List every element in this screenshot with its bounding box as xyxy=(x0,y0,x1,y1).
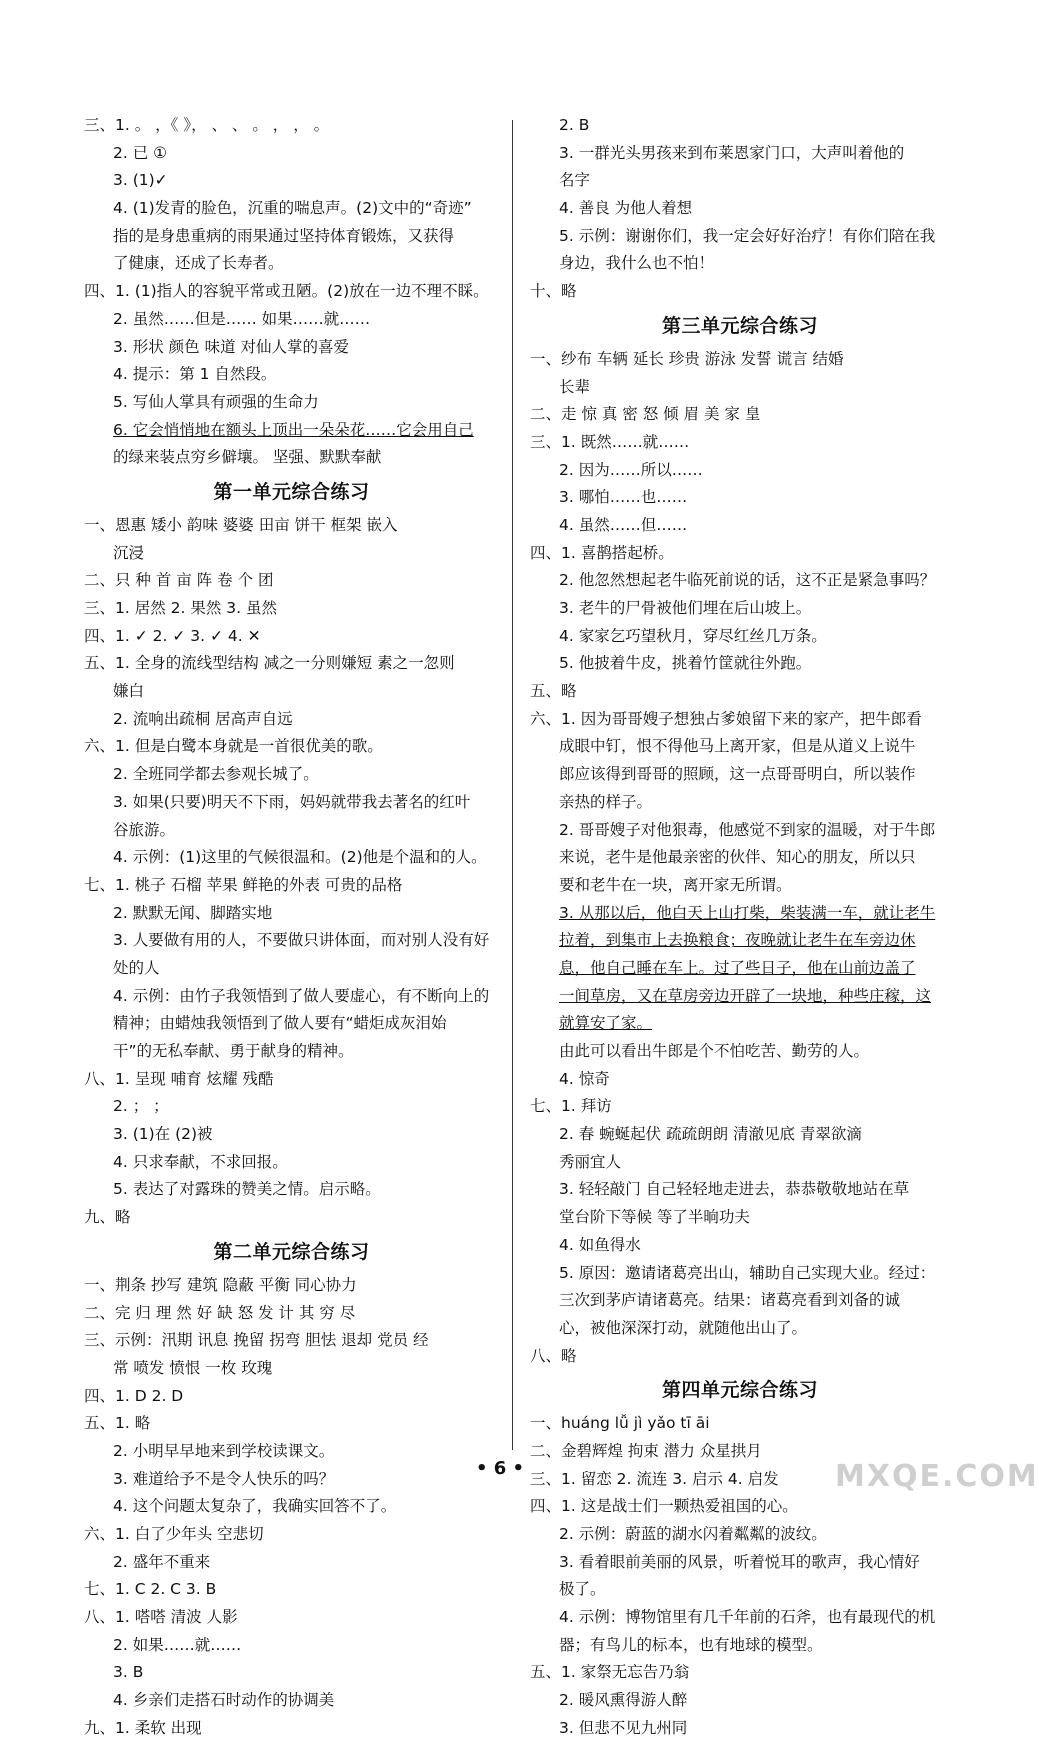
answer-line: 八、略 xyxy=(530,1346,577,1365)
answer-line: 3. (1)✓ xyxy=(113,171,168,190)
answer-line: 4. 只求奉献，不求回报。 xyxy=(113,1152,288,1171)
answer-line: 三次到茅庐请诸葛亮。结果：诸葛亮看到刘备的诚 xyxy=(559,1291,901,1310)
answer-line: 3. 一群光头男孩来到布莱恩家门口，大声叫着他的 xyxy=(559,143,905,162)
answer-line: 了健康，还成了长寿者。 xyxy=(113,254,284,273)
answer-line: 4. 善良 为他人着想 xyxy=(559,199,693,218)
answer-line: 谷旅游。 xyxy=(113,820,176,839)
answer-line: 一、恩惠 矮小 韵味 婆婆 田亩 饼干 框架 嵌入 xyxy=(84,515,398,534)
answer-line: 心，被他深深打动，就随他出山了。 xyxy=(559,1318,808,1337)
answer-line: 3. (1)在 (2)被 xyxy=(113,1125,213,1144)
answer-line xyxy=(530,955,950,983)
answer-line: 四、1. 喜鹊搭起桥。 xyxy=(530,543,674,562)
answer-line: 四、1. (1)指人的容貌平常或丑陋。(2)放在一边不理不睬。 xyxy=(84,282,489,301)
answer-line: 八、1. 呈现 哺育 炫耀 残酷 xyxy=(84,1069,274,1088)
underlined-answer: 一间草房，又在草房旁边开辟了一块地，种些庄稼，这 xyxy=(559,986,932,1005)
answer-line: 三、1. 留恋 2. 流连 3. 启示 4. 启发 xyxy=(530,1469,779,1488)
answer-line: 要和老牛在一块，离开家无所谓。 xyxy=(559,875,792,894)
section-title: 第一单元综合练习 xyxy=(213,480,370,503)
answer-line: 五、略 xyxy=(530,682,577,701)
answer-line: 五、1. 略 xyxy=(84,1414,151,1433)
answer-line: 九、略 xyxy=(84,1208,131,1227)
answer-line: 干”的无私奉献、勇于献身的精神。 xyxy=(113,1042,354,1060)
answer-line: 2. 暖风熏得游人醉 xyxy=(559,1691,688,1710)
answer-line: 3. 如果(只要)明天不下雨，妈妈就带我去著名的红叶 xyxy=(113,792,471,811)
answer-line: 4. 虽然……但…… xyxy=(559,515,688,534)
answer-line: 常 喷发 愤恨 一枚 玫瑰 xyxy=(113,1358,273,1377)
answer-line: 2. 他忽然想起老牛临死前说的话，这不正是紧急事吗？ xyxy=(559,571,936,590)
answer-line: 3. 轻轻敲门 自己轻轻地走进去，恭恭敬敬地站在草 xyxy=(559,1180,910,1199)
answer-line: 4. 家家乞巧望秋月，穿尽红丝几万条。 xyxy=(559,626,827,645)
answer-line: 的绿来装点穷乡僻壤。 坚强、默默奉献 xyxy=(113,448,382,467)
answer-line: 六、1. 白了少年头 空悲切 xyxy=(84,1525,264,1543)
watermark-logo xyxy=(835,1459,1039,1514)
answer-line: 五、1. 家祭无忘告乃翁 xyxy=(530,1663,690,1682)
answer-line: 4. 示例：(1)这里的气候很温和。(2)他是个温和的人。 xyxy=(113,848,487,867)
answer-line: 4. 示例：由竹子我领悟到了做人要虚心，有不断向上的 xyxy=(113,986,490,1005)
answer-line: 2. 默默无闻、脚踏实地 xyxy=(113,903,273,922)
answer-line: 精神；由蜡烛我领悟到了做人要有“蜡炬成灰泪始 xyxy=(113,1014,447,1033)
answer-line: 秀丽宜人 xyxy=(559,1152,622,1171)
answer-line: 2. 流响出疏桐 居高声自远 xyxy=(113,709,293,728)
answer-line: 3. 形状 颜色 味道 对仙人掌的喜爱 xyxy=(113,337,349,356)
answer-line: 七、1. 桃子 石榴 苹果 鲜艳的外表 可贵的品格 xyxy=(84,875,403,894)
answer-line: 2. 已 ① xyxy=(113,143,168,162)
answer-line: 三、1. 既然……就…… xyxy=(530,432,690,451)
answer-line: 4. 如鱼得水 xyxy=(559,1235,641,1254)
answer-line: 极了。 xyxy=(559,1580,606,1599)
answer-line: 2. 如果……就…… xyxy=(113,1635,242,1654)
answer-line: 3. 人要做有用的人，不要做只讲体面，而对别人没有好 xyxy=(113,931,490,950)
answer-line: 5. 他披着牛皮，挑着竹筐就往外跑。 xyxy=(559,654,812,673)
answer-line: 堂台阶下等候 等了半晌功夫 xyxy=(559,1208,750,1227)
answer-line: 二、走 惊 真 密 怒 倾 眉 美 家 皇 xyxy=(530,405,761,424)
answer-line xyxy=(530,900,950,928)
answer-line: 3. 老牛的尸骨被他们埋在后山坡上。 xyxy=(559,599,812,617)
answer-line: 2. ； ； xyxy=(113,1097,169,1116)
answer-line xyxy=(530,927,950,955)
answer-line xyxy=(530,983,950,1011)
answer-line: 4. 乡亲们走搭石时动作的协调美 xyxy=(113,1691,335,1710)
answer-line: 2. 虽然……但是…… 如果……就…… xyxy=(113,309,371,328)
answer-line: 四、1. 这是战士们一颗热爱祖国的心。 xyxy=(530,1497,798,1516)
answer-line: 4. 提示：第 1 自然段。 xyxy=(113,365,277,384)
answer-line: 5. 示例：谢谢你们，我一定会好好治疗！有你们陪在我 xyxy=(559,226,936,245)
answer-line: 3. 难道给予不是令人快乐的吗？ xyxy=(113,1469,335,1488)
answer-line: 五、1. 全身的流线型结构 减之一分则嫌短 素之一忽则 xyxy=(84,654,455,673)
answer-line: 七、1. C 2. C 3. B xyxy=(84,1580,217,1599)
underlined-answer: 息，他自己睡在车上。过了些日子，他在山前边盖了 xyxy=(559,958,916,977)
underlined-answer: 3. 从那以后，他白天上山打柴，柴装满一车，就让老牛 xyxy=(559,903,936,922)
answer-line: 二、只 种 首 亩 阵 卷 个 团 xyxy=(84,571,274,590)
answer-line: 2. 小明早早地来到学校读课文。 xyxy=(113,1441,335,1460)
answer-line: 一、纱布 车辆 延长 珍贵 游泳 发誓 谎言 结婚 xyxy=(530,349,844,368)
answer-line: 六、1. 但是白鹭本身就是一首很优美的歌。 xyxy=(84,737,383,756)
answer-line: 一、荆条 抄写 建筑 隐蔽 平衡 同心协力 xyxy=(84,1275,357,1294)
watermark-text: MXQE.COM xyxy=(835,1459,1039,1494)
answer-line: 处的人 xyxy=(113,958,160,977)
answer-line: 沉浸 xyxy=(113,543,145,562)
underlined-answer: 6. 它会悄悄地在额头上顶出一朵朵花……它会用自己 xyxy=(113,420,474,439)
answer-line: 九、1. 柔软 出现 xyxy=(84,1718,202,1737)
answer-line: 2. B xyxy=(559,116,590,134)
answer-line: 郎应该得到哥哥的照顾，这一点哥哥明白，所以装作 xyxy=(559,765,916,784)
answer-line xyxy=(530,1010,950,1038)
answer-line: 长辈 xyxy=(559,377,591,396)
answer-line: 八、1. 嗒嗒 清波 人影 xyxy=(84,1608,238,1627)
answer-line: 来说，老牛是他最亲密的伙伴、知心的朋友，所以只 xyxy=(559,848,916,867)
answer-line: 六、1. 因为哥哥嫂子想独占爹娘留下来的家产，把牛郎看 xyxy=(530,709,922,728)
answer-line: 七、1. 拜访 xyxy=(530,1097,612,1116)
answer-line: 成眼中钉，恨不得他马上离开家，但是从道义上说牛 xyxy=(559,737,916,756)
answer-line: 二、完 归 理 然 好 缺 怒 发 计 其 穷 尽 xyxy=(84,1303,356,1322)
answer-line: 5. 表达了对露珠的赞美之情。启示略。 xyxy=(113,1180,381,1199)
answer-line: 四、1. D 2. D xyxy=(84,1386,184,1405)
answer-line: 2. 因为……所以…… xyxy=(559,460,703,479)
answer-line: 器；有鸟儿的标本，也有地球的模型。 xyxy=(559,1635,823,1654)
answer-line: 三、1. 居然 2. 果然 3. 虽然 xyxy=(84,599,278,617)
answer-line: 4. 这个问题太复杂了，我确实回答不了。 xyxy=(113,1497,397,1516)
answer-line: 一、huáng lǚ jì yǎo tī āi xyxy=(530,1414,710,1433)
answer-line: 三、示例：汛期 讯息 挽留 拐弯 胆怯 退却 党员 经 xyxy=(84,1331,429,1350)
answer-line xyxy=(84,417,499,445)
answer-line: 3. 但悲不见九州同 xyxy=(559,1718,688,1737)
answer-line: 2. 盛年不重来 xyxy=(113,1552,211,1571)
answer-line: 身边，我什么也不怕！ xyxy=(559,254,715,273)
answer-line: 4. (1)发青的脸色，沉重的喘息声。(2)文中的“奇迹” xyxy=(113,199,472,218)
answer-line: 4. 惊奇 xyxy=(559,1069,610,1088)
section-title: 第二单元综合练习 xyxy=(213,1240,370,1263)
answer-line: 2. 示例：蔚蓝的湖水闪着粼粼的波纹。 xyxy=(559,1525,827,1543)
answer-line: 指的是身患重病的雨果通过坚持体育锻炼，又获得 xyxy=(113,226,455,245)
column-divider xyxy=(512,120,513,1450)
answer-line: 亲热的样子。 xyxy=(559,792,653,811)
answer-line: 5. 写仙人掌具有顽强的生命力 xyxy=(113,392,319,411)
answer-line: 三、1. 。 ，《 》， 、 、 。 ， ， 。 xyxy=(84,116,330,134)
answer-line: 四、1. ✓ 2. ✓ 3. ✓ 4. ✕ xyxy=(84,626,261,645)
section-title: 第四单元综合练习 xyxy=(661,1379,818,1402)
answer-line: 嫌白 xyxy=(113,682,145,701)
answer-line: 4. 示例：博物馆里有几千年前的石斧，也有最现代的机 xyxy=(559,1608,936,1627)
underlined-answer: 就算安了家。 xyxy=(559,1014,653,1033)
section-title: 第三单元综合练习 xyxy=(661,314,818,337)
left-column xyxy=(84,112,499,1743)
page-number: • 6 • xyxy=(475,1458,525,1479)
answer-line: 3. B xyxy=(113,1663,144,1682)
answer-line: 二、金碧辉煌 拘束 潜力 众星拱月 xyxy=(530,1441,762,1460)
answer-line: 2. 春 蜿蜒起伏 疏疏朗朗 清澈见底 青翠欲滴 xyxy=(559,1125,862,1144)
answer-line: 十、略 xyxy=(530,282,577,301)
answer-line: 3. 看着眼前美丽的风景，听着悦耳的歌声，我心情好 xyxy=(559,1552,920,1571)
answer-line: 3. 哪怕……也…… xyxy=(559,488,688,507)
answer-line: 2. 全班同学都去参观长城了。 xyxy=(113,765,319,784)
answer-line: 2. 哥哥嫂子对他狠毒，他感觉不到家的温暖，对于牛郎 xyxy=(559,820,936,839)
answer-line: 名字 xyxy=(559,171,591,190)
answer-line: 5. 原因：邀请诸葛亮出山，辅助自己实现大业。经过： xyxy=(559,1263,936,1282)
underlined-answer: 拉着，到集市上去换粮食；夜晚就让老牛在车旁边休 xyxy=(559,931,916,950)
answer-line: 由此可以看出牛郎是个不怕吃苦、勤劳的人。 xyxy=(559,1042,870,1060)
